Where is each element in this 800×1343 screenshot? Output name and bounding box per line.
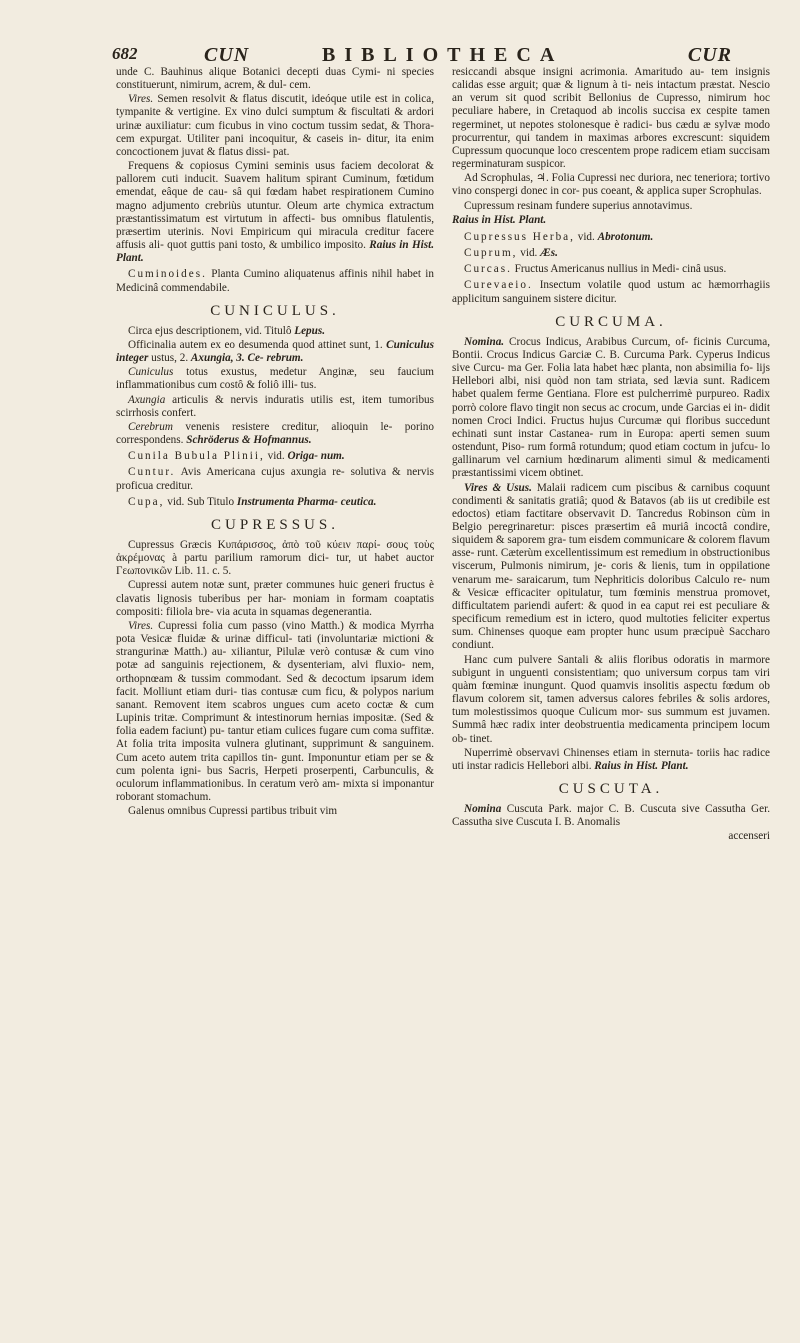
paragraph — [116, 160, 434, 265]
cross-reference: Abrotonum. — [597, 230, 654, 243]
paragraph: Ad Scrophulas, ♃. Folia Cupressi nec duriora, nec teneriora; tortivo vino conspergi donec in cor- pus coeant, & applica super Scrophulas. — [452, 172, 770, 198]
text: vid. Sub Titulo — [167, 495, 235, 508]
entry — [452, 263, 770, 276]
paragraph — [452, 200, 770, 213]
running-head-right: CUR — [687, 44, 732, 66]
label: Vires. — [128, 619, 154, 632]
term: Axungia, 3. Ce- rebrum. — [190, 352, 304, 365]
running-head-center: BIBLIOTHECA — [322, 44, 564, 66]
citation: Raius in Hist. Plant. — [116, 239, 435, 265]
entry-head: Cupressus Herba, — [464, 230, 575, 243]
paragraph — [116, 93, 434, 159]
cross-reference: Instrumenta Pharma- ceutica. — [236, 495, 377, 508]
cross-reference: Æs. — [540, 247, 558, 260]
paragraph: Hanc cum pulvere Santali & aliis floribus odoratis in marmore subigunt in unguenti consistentiam; quo universum corpus tam viri quàm fœminæ inungunt. Quod quamvis insolitis aspectu fœdum ob flavum colorem sit, tamen adversus calores febriles & solis ardores, tum molestissimos quoque Culicum mor- sus summum est juvamen. Summâ hæc radix inter deobstruentia medicamenta principem locum ob- tinet. — [452, 653, 770, 745]
cross-reference: Lepus. — [294, 324, 326, 337]
page-number: 682 — [112, 44, 138, 63]
paragraph — [116, 339, 434, 365]
paragraph — [116, 620, 434, 804]
entry-head: Cuminoides. — [128, 268, 207, 281]
cross-reference: Origa- num. — [287, 450, 345, 463]
left-column — [116, 66, 434, 819]
text: Cuscuta Park. major C. B. Cuscuta sive Cassutha Ger. Cassutha sive Cuscuta I. B. Anomalis — [452, 803, 770, 829]
term: Cuniculus integer — [116, 338, 435, 365]
paragraph: unde C. Bauhinus alique Botanici decepti duas Cymi- ni species constituerunt, nimirum, acrem, & dul- cem. — [116, 66, 434, 92]
paragraph — [452, 482, 770, 653]
entry — [452, 247, 770, 260]
text: Cupressum resinam fundere superius annotavimus. — [464, 199, 693, 212]
entry-head: Curevaeio. — [464, 279, 533, 292]
label: Axungia — [128, 393, 166, 406]
entry — [116, 466, 434, 492]
text: Malaii radicem cum piscibus & carnibus coquunt condimenti & sanitatis gratiâ; quod & Batavos (ab iis ut credibile est edoctos) etiam factitare observavit D. Tancredus Robinson cùm in Belgio peregrinaretur: pisces præsertim eâ muriâ incoctâ condire, siquidem & saporem gra- tum eisdem communicare & colorem flavum asse- runt. Cæterùm excellentissimum est remedium in obstructionibus viscerum, Pulmonis nimirum, je- coris & lienis, tum in oppilatione venarum me- saraicarum, tum Nephriticis doloribus Calculo re- num & Vesicæ efficaciter opitulatur, tum fœminis menstrua promovet, difficultatem pariendi aufert: & quod in ea caput rei est peculiare & specificum remedium est in ictero, quod multoties feliciter expertus sum. Chinenses quoque eam propter hunc usum præcipuè Saccharo condiunt. — [452, 481, 770, 652]
label: Cerebrum — [128, 420, 173, 433]
text: Crocus Indicus, Arabibus Curcum, of- ficinis Curcuma, Bontii. Crocus Indicus Garciæ C. B. Curcuma Park. Cyperus Indicus sive Curcu- ma Ger. Folia lata habet hæc planta, non absimilia fo- lijs Hellebori albi, nisi quòd non tam striata, sed lævia sunt. Radicem habet qualem ferme Gentiana. Flore est pulcherrimè purpureo. Radix porrò colore flavo tingit non secus ac crocum, unde Garcias ei in- didit nomen Croci Indici. Fructus hujus Curcumæ qui floribus succedunt echinati sunt instar Castanea- rum in Europa: aperti semen suum ostendunt, Piso- rum formâ rotundum; quod etiam coctum in jufcu- lo gallinarum vel carnium hœdinarum alimenti simul & medicamenti præstantissimi vicem obtinet. — [452, 335, 770, 480]
entry-head: Cuntur. — [128, 466, 176, 479]
right-column — [452, 66, 770, 845]
entry — [116, 450, 434, 463]
text: totus exustus, medetur Anginæ, seu faucium inflammationibus cum costô & foliô illi- tus. — [116, 366, 434, 392]
running-head-left: CUN — [204, 44, 250, 66]
paragraph — [116, 394, 434, 420]
section-heading: CURCUMA. — [555, 313, 667, 330]
text: vid. — [267, 450, 285, 463]
paragraph — [116, 325, 434, 338]
text: Frequens & copiosus Cymini seminis usus faciem decolorat & pallorem cuti inducit. Suavem halitum spirant Cuminum, fœtidum emendat, eâque de cau- sâ qui fœdam habet respirationem Cumino magno adjumento crebriùs utuntur. Oleum arte chymica extractum præstantissimatum est virtutum in affecti- bus omnibus flatulentis, præsertim uterinis. Novi Empiricum qui miracula creditur facere affusis ali- quot guttis pani tosto, & umbilico imposito. — [116, 160, 434, 252]
paragraph — [116, 366, 434, 392]
label: Vires & Usus. — [464, 481, 532, 494]
citation: Raius in Hist. Plant. — [452, 213, 547, 226]
paragraph — [452, 747, 770, 773]
paragraph: Cupressi autem notæ sunt, præter communes huic generi fructus è clavatis lignosis tuberibus per har- moniam in formam coaptatis compositi: filiola bre- via acuta in squamas degenerantia. — [116, 579, 434, 618]
label: Cuniculus — [128, 366, 174, 379]
text: Circa ejus descriptionem, vid. Titulô — [128, 324, 292, 337]
catchword: accenseri — [728, 830, 770, 843]
text: Planta Cumino aliquatenus affinis nihil habet in Medicinâ commendabile. — [116, 268, 435, 294]
entry — [116, 268, 434, 294]
paragraph — [452, 336, 770, 481]
label: Vires. — [128, 93, 154, 106]
page-header — [112, 44, 732, 66]
paragraph — [116, 421, 434, 447]
text: vid. — [520, 247, 538, 260]
citation: Raius in Hist. Plant. — [594, 759, 689, 772]
label: Nomina — [464, 803, 502, 816]
label: Nomina. — [464, 335, 505, 348]
text: articulis & nervis induratis utilis est, item tumoribus scirrhosis confert. — [116, 393, 435, 419]
text: Insectum volatile quod ustum ac hæmorrhagiis applicitum sanguinem sistere dicitur. — [452, 279, 771, 305]
paragraph: resiccandi absque insigni acrimonia. Amaritudo au- tem insignis calidas esse arguit; quæ & lignum à ti- neis intactum præstat. Nescio an verum sit quod scribit Bellonius de Cupresso, nimirum hoc peculiare habere, in Cretaquod ab incolis succisa ex cespite tamen regerminet, ut nepotes stolonesque è radici- bus cædu æ sylvæ modo procurrentur, qui tandem in maximas arbores excrescunt: siquidem Cupressum quocunque loco crescentem prope radicem etiam succisam regerminaturam suspicor. — [452, 66, 770, 171]
entry — [116, 496, 434, 509]
entry-head: Cunila Bubula Plinii, — [128, 450, 265, 463]
entry-head: Curcas. — [464, 263, 512, 276]
text: Semen resolvit & flatus discutit, ideóque utile est in colica, tympanite & vertigine. Ex vino dulci sumptum & fiscultati & ardori urinæ auxiliatur: cum ficubus in vino coctum tussim sedat, & Thora- cem expurgat. Utiliter pani incoquitur, & caseis in- ditur, ita enim concoctionem juvat & flatus dissi- pat. — [116, 93, 435, 158]
text: venenis resistere creditur, alioquin le- porino correspondens. — [116, 420, 434, 447]
text: ustus, 2. — [151, 352, 189, 365]
text: Officinalia autem ex eo desumenda quod attinet sunt, 1. — [128, 338, 383, 351]
citation: Schröderus & Hofmannus. — [186, 434, 312, 447]
entry-head: Cuprum, — [464, 247, 518, 260]
section-heading: CUNICULUS. — [210, 302, 340, 319]
paragraph: Cupressus Græcis Κυπάρισσος, ἀπὸ τοῦ κύειν παρί- σους τοὺς ἀκρέμονας à partu parilium ramorum dici- tur, ut habet auctor Γεωπονικῶν Lib. 11. c. 5. — [116, 539, 434, 578]
entry — [452, 279, 770, 305]
paragraph: Galenus omnibus Cupressi partibus tribuit vim — [128, 805, 338, 818]
entry — [452, 231, 770, 244]
text: Avis Americana cujus axungia re- solutiva & nervis proficua creditur. — [116, 466, 434, 492]
entry-head: Cupa, — [128, 495, 165, 508]
text: vid. — [577, 230, 595, 243]
section-heading: CUSCUTA. — [558, 780, 664, 797]
text: Fructus Americanus nullius in Medi- cinâ usus. — [514, 263, 727, 276]
section-heading: CUPRESSUS. — [211, 516, 339, 533]
paragraph — [452, 803, 770, 829]
text: Nuperrimè observavi Chinenses etiam in sternuta- toriis hac radice uti instar radicis Hellebori albi. — [452, 746, 770, 772]
text: Cupressi folia cum passo (vino Matth.) & modica Myrrha pota Vesicæ fluidæ & urinæ difficul- tati (involuntariæ mictioni & strangurinæ Matth.) au- xiliantur, Pilulæ verò contusæ & cum vino potæ ad sanguinis rejectionem, & dysenteriam, alvi fluxio- nem, orthopnœam & tussim commodant. Sed & decoctum ipsarum idem facit. Molliunt etiam duri- tias contusæ cum ficu, & polypos narium sanant. Removent item scabros ungues cum aceto coctæ & cum Lupinis tritæ. Comprimunt & intestinorum hernias impositæ. (Sed & folia eadem faciunt) pu- tantur etiam culices fugare cum coma suffitæ. At folia trita imposita vulnera glutinant, supprimunt & sanguinem. Cum aceto autem trita capillos tin- gunt. Imponuntur etiam per se & cum polenta igni- bus Sacris, Herpeti proserpenti, Carbunculis, & oculorum inflammationibus. In ceratum verò am- mixta si imponantur roborant stomachum. — [116, 619, 434, 803]
